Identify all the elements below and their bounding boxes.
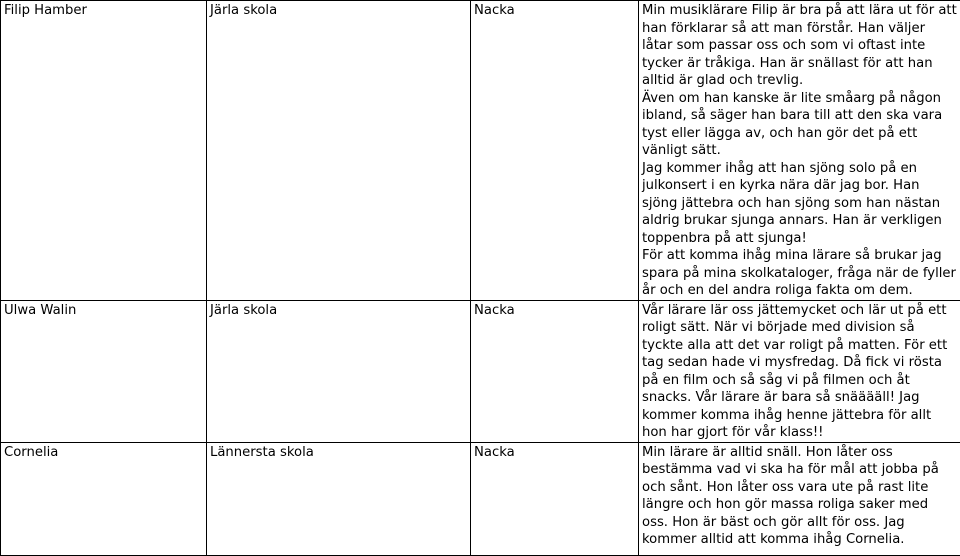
student-name-cell: Cornelia — [1, 442, 207, 555]
description-cell — [639, 300, 960, 442]
description-paragraph: Även om han kanske är lite småarg på någon ibland, så säger han bara till att den ska vara tyst eller lägga av, och han gör det på ett vänligt sätt. — [642, 90, 957, 160]
municipality-cell: Nacka — [471, 300, 639, 442]
description-paragraph: Min musiklärare Filip är bra på att lära ut för att han förklarar så att man förstår. Han väljer låtar som passar oss och som vi oftast inte tycker är tråkiga. Han är snällast för att han alltid är glad och trevlig. — [642, 2, 957, 90]
municipality-cell: Nacka — [471, 442, 639, 555]
description-paragraph: Vår lärare lär oss jättemycket och lär ut på ett roligt sätt. När vi började med division så tyckte alla att det var roligt på matten. För ett tag sedan hade vi mysfredag. Då fick vi rösta på en film och så såg vi på filmen och åt snacks. Vår lärare är bara så snääääll! Jag kommer komma ihåg henne jättebra för allt hon har gjort för vår klass!! — [642, 302, 957, 442]
description-paragraph: Min lärare är alltid snäll. Hon låter oss bestämma vad vi ska ha för mål att jobba på och sånt. Hon låter oss vara ute på rast lite längre och hon gör massa roliga saker med oss. Hon är bäst och gör allt för oss. Jag kommer alltid att komma ihåg Cornelia. — [642, 444, 957, 549]
school-cell: Järla skola — [207, 1, 471, 301]
table-row — [1, 442, 960, 555]
school-cell: Lännersta skola — [207, 442, 471, 555]
student-name-cell: Filip Hamber — [1, 1, 207, 301]
student-name-cell: Ulwa Walin — [1, 300, 207, 442]
description-paragraph: För att komma ihåg mina lärare så brukar jag spara på mina skolkataloger, fråga när de fyller år och en del andra roliga fakta om dem. — [642, 247, 957, 300]
description-cell — [639, 442, 960, 555]
description-cell — [639, 1, 960, 301]
school-cell: Järla skola — [207, 300, 471, 442]
table-row — [1, 300, 960, 442]
table-row — [1, 1, 960, 301]
description-paragraph: Jag kommer ihåg att han sjöng solo på en julkonsert i en kyrka nära där jag bor. Han sjöng jättebra och han sjöng som han nästan aldrig brukar sjunga annars. Han är verkligen toppenbra på att sjunga! — [642, 160, 957, 248]
municipality-cell: Nacka — [471, 1, 639, 301]
